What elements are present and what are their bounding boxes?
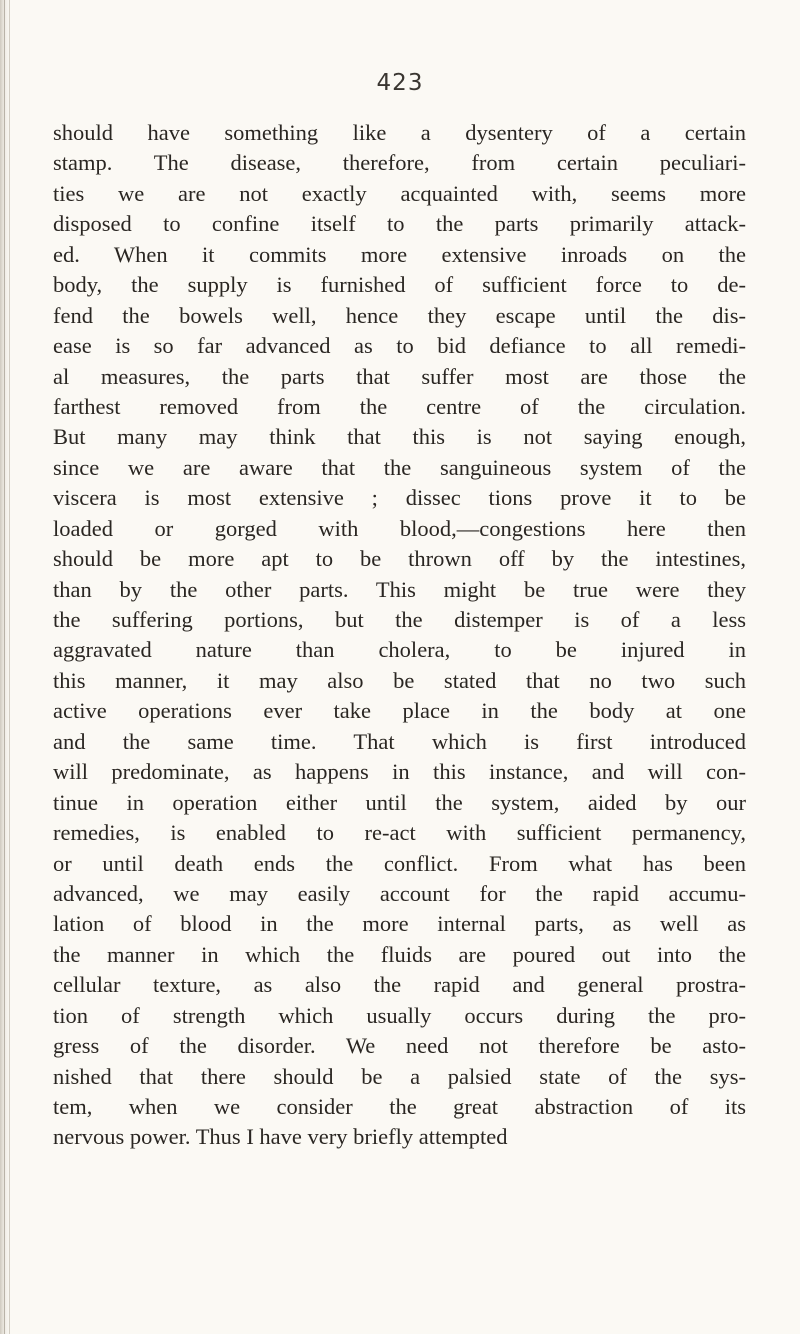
text-line: and the same time. That which is first introduced: [53, 728, 746, 754]
text-line: since we are aware that the sanguineous system of the: [53, 454, 746, 480]
text-line: cellular texture, as also the rapid and general prostra-: [53, 972, 746, 998]
text-line: al measures, the parts that suffer most are those the: [53, 363, 746, 389]
text-line: remedies, is enabled to re-act with sufficient permanency,: [53, 820, 746, 846]
text-line: the manner in which the fluids are poured out into the: [53, 941, 746, 967]
text-line: nervous power. Thus I have very briefly attempted: [53, 1124, 508, 1150]
text-line: farthest removed from the centre of the circulation.: [53, 393, 746, 419]
text-line: stamp. The disease, therefore, from certain peculiari-: [53, 150, 746, 176]
text-line: ed. When it commits more extensive inroads on the: [53, 241, 746, 267]
text-line: But many may think that this is not saying enough,: [53, 424, 746, 450]
text-line: the suffering portions, but the distemper is of a less: [53, 607, 746, 632]
text-line: this manner, it may also be stated that no two such: [53, 667, 746, 693]
text-line: viscera is most extensive ; dissec tions prove it to be: [53, 485, 746, 511]
text-line: advanced, we may easily account for the rapid accumu-: [53, 880, 746, 906]
text-line: ease is so far advanced as to bid defiance to all remedi-: [53, 333, 746, 359]
text-line: aggravated nature than cholera, to be injured in: [53, 637, 746, 663]
text-line: body, the supply is furnished of sufficient force to de-: [53, 272, 746, 298]
text-line: than by the other parts. This might be true were they: [53, 576, 746, 602]
binding-line: [4, 0, 5, 1334]
text-line: active operations ever take place in the body at one: [53, 698, 746, 724]
text-line: lation of blood in the more internal parts, as well as: [53, 911, 746, 937]
text-line: disposed to confine itself to the parts primarily attack-: [53, 211, 746, 237]
text-line: should be more apt to be thrown off by the intestines,: [53, 546, 746, 572]
text-line: tion of strength which usually occurs during the pro-: [53, 1002, 746, 1028]
body-text: [53, 118, 746, 1153]
text-line: nished that there should be a palsied state of the sys-: [53, 1063, 746, 1089]
text-line: tinue in operation either until the system, aided by our: [53, 789, 746, 815]
page-number: 423: [376, 70, 424, 96]
text-line: or until death ends the conflict. From what has been: [53, 850, 746, 876]
text-line: fend the bowels well, hence they escape until the dis-: [53, 302, 746, 328]
text-line: tem, when we consider the great abstraction of its: [53, 1094, 746, 1119]
binding-line: [9, 0, 10, 1334]
text-line: will predominate, as happens in this instance, and will con-: [53, 759, 746, 785]
text-line: loaded or gorged with blood,—congestions here then: [53, 515, 746, 541]
text-line: ties we are not exactly acquainted with, seems more: [53, 180, 746, 206]
text-line: gress of the disorder. We need not therefore be asto-: [53, 1033, 746, 1059]
text-line: should have something like a dysentery of a certain: [53, 120, 746, 145]
